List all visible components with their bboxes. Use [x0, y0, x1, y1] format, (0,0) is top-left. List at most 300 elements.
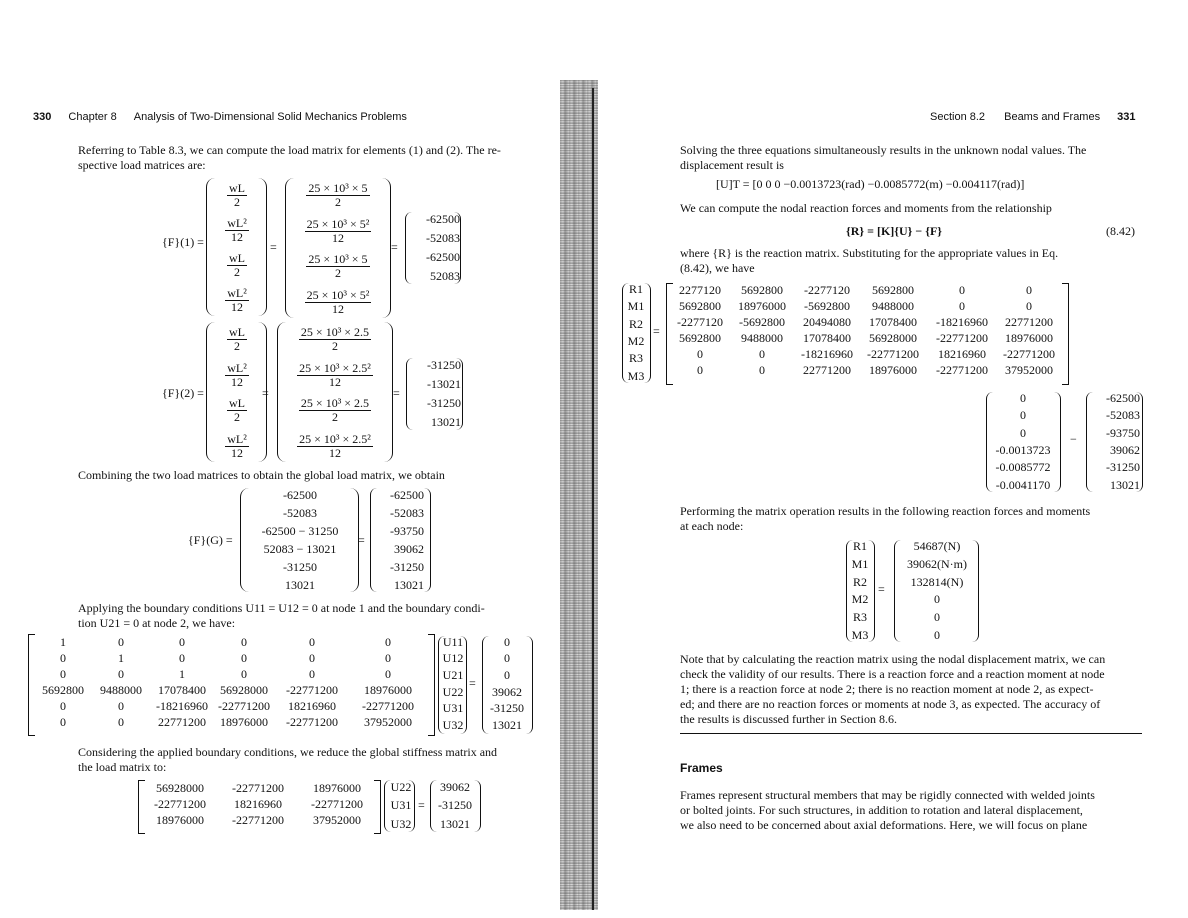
stiffness-cell: 0: [309, 635, 315, 649]
reaction-results-vector: [898, 538, 976, 644]
f2-symbolic-entry-numerator: wL²: [227, 360, 247, 375]
rhs-entry: 0: [504, 651, 510, 666]
reduced-rhs-entry: 39062: [440, 779, 470, 794]
minus-sign: −: [1070, 432, 1077, 446]
stiffness-cell: 0: [241, 651, 247, 665]
full-stiffness-cell: 0: [759, 347, 765, 361]
combine-text: Combining the two load matrices to obtain the global load matrix, we obtain: [78, 468, 445, 482]
f2-numeric-entry-denominator: 2: [331, 339, 338, 354]
stiffness-cell: 17078400: [158, 683, 206, 697]
full-stiffness-cell: -2277120: [677, 315, 723, 329]
f1-numeric-entry-denominator: 12: [331, 230, 344, 245]
fg-values-column: [372, 486, 424, 594]
reduced-stiffness-cell: 56928000: [156, 781, 204, 795]
fg-value: -31250: [390, 559, 424, 574]
equals-sign: =: [653, 324, 660, 338]
full-stiffness-cell: -22771200: [936, 331, 988, 345]
f2-value: -31250: [427, 396, 461, 410]
right-page-number: 331: [1117, 111, 1136, 123]
note-line: Note that by calculating the reaction matrix using the nodal displacement matrix, we can: [680, 652, 1106, 666]
left-page-header: [33, 111, 407, 123]
f2-symbolic-entry-numerator: wL: [229, 325, 245, 340]
f1-value: -52083: [426, 231, 460, 245]
stiffness-cell: 0: [241, 635, 247, 649]
fg-expression: 52083 − 13021: [263, 541, 337, 556]
f-full-right-brace: [1136, 392, 1143, 492]
f2-symbolic-entry-denominator: 2: [234, 410, 240, 425]
f2-numeric-entry-numerator: 25 × 10³ × 2.5²: [299, 431, 371, 446]
full-stiffness-cell: -2277120: [804, 283, 850, 297]
f-full-entry: 13021: [1110, 477, 1140, 492]
f1-numeric-column: [290, 178, 386, 320]
full-stiffness-cell: -22771200: [867, 347, 919, 361]
note-paragraph: [680, 652, 1142, 727]
rhs-entry: -31250: [490, 701, 524, 716]
f1-numeric-entry-numerator: 25 × 10³ × 5: [308, 181, 368, 196]
stiffness-cell: 0: [118, 635, 124, 649]
frames-paragraph: [680, 788, 1142, 833]
full-stiffness-cell: 0: [697, 363, 703, 377]
f1-symbolic-entry: [225, 217, 249, 244]
f2-symbolic-entry-denominator: 12: [231, 445, 243, 460]
stiffness-cell: 0: [60, 715, 66, 729]
u-full-entry: 0: [1020, 391, 1026, 406]
solve-paragraph: [680, 143, 1142, 173]
f1-label: {F}(1) =: [162, 235, 204, 249]
reaction-symbol: M2: [627, 334, 645, 349]
perform-line: at each node:: [680, 519, 744, 533]
reaction-symbol: R1: [852, 539, 867, 554]
reduced-stiffness-row: [144, 796, 374, 812]
stiffness-cell: 0: [60, 699, 66, 713]
fg-expression: 13021: [285, 577, 315, 592]
fg-value: -93750: [390, 523, 424, 538]
note-line: ed; and there are no reaction forces or moments at node 3, as expected. The accuracy of: [680, 697, 1101, 711]
note-line: check the validity of our results. There is a reaction force and a reaction moment at node: [680, 667, 1105, 681]
f2-symbolic-entry-numerator: wL: [229, 396, 245, 411]
fg-expression: -52083: [283, 505, 317, 520]
f2-symbolic-entry: [225, 433, 249, 460]
f-full-entry: -31250: [1106, 460, 1140, 475]
f1-numeric-right-brace: [382, 178, 391, 318]
frames-line: Frames represent structural members that may be rigidly connected with welded joints: [680, 788, 1095, 802]
f1-numeric-entry-numerator: 25 × 10³ × 5: [308, 252, 368, 267]
full-stiffness-cell: -22771200: [936, 363, 988, 377]
equals-sign: =: [391, 240, 398, 254]
f1-numeric-entry-denominator: 12: [331, 301, 344, 316]
left-page: [0, 0, 568, 918]
rhs-entry: 39062: [492, 684, 522, 699]
full-stiffness-cell: 0: [759, 363, 765, 377]
f1-symbolic-entry-numerator: wL²: [227, 286, 247, 300]
u-full-entry: 0: [1020, 408, 1026, 423]
full-stiffness-cell: 22771200: [1005, 315, 1053, 329]
stiffness-cell: 1: [118, 651, 124, 665]
u-full-entry: 0: [1020, 425, 1026, 440]
reduced-stiffness-row: [144, 780, 374, 796]
full-stiffness-cell: -22771200: [1003, 347, 1055, 361]
chapter-title: Analysis of Two-Dimensional Solid Mechanics Problems: [133, 111, 407, 123]
stiffness-cell: 0: [118, 699, 124, 713]
note-line: the results is discussed further in Section 8.6.: [680, 712, 897, 726]
stiffness-cell: 5692800: [42, 683, 84, 697]
f2-numeric-entry-numerator: 25 × 10³ × 2.5: [300, 396, 370, 411]
u-entry: U21: [442, 668, 464, 683]
f1-values-column: [408, 210, 460, 286]
full-stiffness-cell: -5692800: [739, 315, 785, 329]
f2-numeric-entry-denominator: 12: [328, 374, 341, 389]
full-stiffness-cell: 0: [1026, 283, 1032, 297]
solve-line: displacement result is: [680, 158, 784, 172]
section-title: Beams and Frames: [1004, 111, 1101, 123]
book-gutter-line: [592, 88, 594, 910]
reaction-symbol: M1: [851, 556, 869, 571]
f2-value: 13021: [431, 415, 461, 429]
f1-value: -62500: [426, 250, 460, 264]
u-full-right-brace: [1054, 392, 1061, 492]
reaction-result: 0: [934, 609, 940, 624]
where-paragraph: [680, 246, 1142, 276]
full-stiffness-cell: 5692800: [872, 283, 914, 297]
stiffness-cell: 22771200: [158, 715, 206, 729]
u-full-entry: -0.0085772: [995, 460, 1051, 475]
stiffness-row: [34, 634, 426, 650]
f2-numeric-entry: [297, 433, 373, 460]
equals-sign: =: [393, 386, 400, 400]
f2-numeric-entry-numerator: 25 × 10³ × 2.5²: [299, 360, 371, 375]
f-full-vector: [1090, 390, 1140, 494]
stiffness-cell: 9488000: [100, 683, 142, 697]
stiffness-cell: 0: [309, 667, 315, 681]
reduced-rhs-right-brace: [474, 780, 481, 832]
f2-symbolic-entry-denominator: 2: [234, 339, 240, 354]
full-stiffness-row: [670, 346, 1060, 362]
f1-symbolic-entry-numerator: wL: [229, 251, 245, 265]
fg-expression: -62500: [283, 487, 317, 502]
f1-symbolic-entry-numerator: wL²: [227, 216, 247, 230]
f1-symbolic-entry-numerator: wL: [229, 181, 245, 195]
stiffness-cell: -22771200: [286, 683, 338, 697]
reduced-stiffness-cell: 18216960: [234, 797, 282, 811]
reduced-stiffness-cell: -22771200: [232, 813, 284, 827]
stiffness-matrix: [34, 634, 426, 730]
reduced-stiffness-cell: 18976000: [313, 781, 361, 795]
equals-sign: =: [469, 676, 476, 690]
rhs-entry: 13021: [492, 718, 522, 733]
fg-expression: -62500 − 31250: [261, 523, 339, 538]
full-stiffness-row: [670, 298, 1060, 314]
chapter-label: Chapter 8: [68, 111, 117, 123]
boundary-conditions-text: [78, 601, 540, 631]
full-stiffness-cell: 22771200: [803, 363, 851, 377]
k-right-bracket: [428, 634, 435, 736]
right-page: [596, 0, 1188, 918]
full-stiffness-cell: 0: [959, 283, 965, 297]
stiffness-cell: 0: [60, 651, 66, 665]
f1-symbolic-entry: [225, 287, 249, 314]
full-stiffness-cell: -18216960: [801, 347, 853, 361]
stiffness-cell: -22771200: [286, 715, 338, 729]
reaction-results-right-brace: [972, 540, 979, 642]
full-stiffness-cell: 5692800: [741, 283, 783, 297]
f2-numeric-entry-denominator: 2: [331, 410, 338, 425]
intro-line: spective load matrices are:: [78, 158, 206, 172]
stiffness-cell: 0: [179, 635, 185, 649]
reduce-text: [78, 745, 540, 775]
equation-number: (8.42): [1106, 224, 1135, 238]
frames-line: we also need to be concerned about axial deformations. Here, we will focus on plane: [680, 818, 1088, 832]
u-right-brace: [460, 636, 467, 734]
stiffness-row: [34, 650, 426, 666]
full-stiffness-cell: 37952000: [1005, 363, 1053, 377]
reaction-result: 0: [934, 627, 940, 642]
stiffness-cell: 0: [118, 715, 124, 729]
f2-label: {F}(2) =: [162, 386, 204, 400]
full-stiffness-cell: 5692800: [679, 331, 721, 345]
reduced-rhs-entry: -31250: [438, 798, 472, 813]
full-stiffness-cell: 0: [1026, 299, 1032, 313]
f1-numeric-entry: [305, 218, 372, 245]
f2-numeric-entry: [297, 362, 373, 389]
u-full-vector: [988, 390, 1058, 494]
f2-numeric-entry-numerator: 25 × 10³ × 2.5: [300, 325, 370, 340]
full-stiffness-cell: 5692800: [679, 299, 721, 313]
full-stiffness-row: [670, 330, 1060, 346]
f2-values-column: [409, 356, 461, 432]
full-stiffness-row: [670, 314, 1060, 330]
reduced-stiffness-matrix: [144, 780, 374, 828]
where-line: where {R} is the reaction matrix. Substituting for the appropriate values in Eq.: [680, 246, 1059, 260]
f-full-entry: -52083: [1106, 408, 1140, 423]
f2-value: -13021: [427, 377, 461, 391]
reaction-symbol: R2: [628, 316, 643, 331]
stiffness-cell: 37952000: [364, 715, 412, 729]
f1-numeric-entry: [306, 182, 369, 209]
reaction-equation: {R} = [K]{U} − {F}: [846, 224, 943, 238]
f1-numeric-entry-numerator: 25 × 10³ × 5²: [306, 216, 370, 231]
stiffness-cell: 0: [179, 651, 185, 665]
reaction-intro: We can compute the nodal reaction forces and moments from the relationship: [680, 201, 1052, 215]
reduced-u-right-brace: [408, 780, 415, 832]
stiffness-cell: 0: [309, 651, 315, 665]
reduced-u-entry: U22: [390, 779, 412, 794]
stiffness-cell: 0: [385, 635, 391, 649]
f1-symbolic-column: [212, 178, 262, 318]
stiffness-cell: 0: [118, 667, 124, 681]
reduced-stiffness-cell: -22771200: [311, 797, 363, 811]
f1-symbolic-right-brace: [258, 178, 267, 316]
full-stiffness-cell: 18976000: [738, 299, 786, 313]
reduced-k-right-bracket: [374, 780, 381, 834]
f1-numeric-entry-denominator: 2: [334, 195, 341, 210]
stiffness-row: [34, 682, 426, 698]
reduced-stiffness-cell: -22771200: [154, 797, 206, 811]
intro-paragraph: [78, 143, 540, 173]
stiffness-cell: -18216960: [156, 699, 208, 713]
equals-sign: =: [270, 240, 277, 254]
u-entry: U32: [442, 718, 464, 733]
stiffness-cell: 0: [241, 667, 247, 681]
f1-numeric-entry-denominator: 2: [334, 266, 341, 281]
full-stiffness-cell: 9488000: [872, 299, 914, 313]
u-entry: U12: [442, 651, 464, 666]
full-stiffness-row: [670, 362, 1060, 378]
reaction-symbol: M3: [851, 627, 869, 642]
f2-symbolic-entry: [225, 362, 249, 389]
fg-value: -62500: [390, 487, 424, 502]
reduced-stiffness-cell: -22771200: [232, 781, 284, 795]
reaction-result: 39062(N·m): [907, 556, 967, 571]
u-entry: U31: [442, 701, 464, 716]
section-divider: [680, 733, 1142, 734]
f1-numeric-entry-numerator: 25 × 10³ × 5²: [306, 287, 370, 302]
fg-values-right-brace: [424, 488, 431, 592]
f2-value: -31250: [427, 358, 461, 372]
reaction-symbol: R2: [852, 574, 867, 589]
f2-numeric-right-brace: [384, 322, 393, 462]
u-entry: U11: [442, 634, 464, 649]
full-stiffness-cell: 9488000: [741, 331, 783, 345]
stiffness-cell: 1: [60, 635, 66, 649]
stiffness-cell: 0: [385, 667, 391, 681]
section-label: Section 8.2: [930, 111, 986, 123]
reaction-symbol: R3: [852, 609, 867, 624]
f1-symbolic-entry-denominator: 2: [234, 195, 240, 209]
full-stiffness-cell: -18216960: [936, 315, 988, 329]
reduce-line: the load matrix to:: [78, 760, 167, 774]
f2-values-right-brace: [456, 358, 463, 430]
rhs-entry: 0: [504, 668, 510, 683]
stiffness-cell: -22771200: [218, 699, 270, 713]
full-k-right-bracket: [1062, 283, 1069, 385]
reduced-rhs-entry: 13021: [440, 817, 470, 832]
f1-symbolic-entry-denominator: 2: [234, 265, 240, 279]
reduced-u-entry: U31: [390, 798, 412, 813]
rhs-right-brace: [526, 636, 533, 734]
f-full-entry: 39062: [1110, 443, 1140, 458]
fg-value: -52083: [390, 505, 424, 520]
full-stiffness-cell: -5692800: [804, 299, 850, 313]
r-labels-right-brace: [644, 283, 651, 383]
stiffness-row: [34, 714, 426, 730]
full-stiffness-matrix: [670, 282, 1060, 378]
bc-line: Applying the boundary conditions U11 = U12 = 0 at node 1 and the boundary condi-: [78, 601, 485, 615]
full-stiffness-cell: 17078400: [803, 331, 851, 345]
reaction-result: 132814(N): [910, 574, 964, 589]
full-stiffness-cell: 56928000: [869, 331, 917, 345]
intro-line: Referring to Table 8.3, we can compute the load matrix for elements (1) and (2). The re-: [78, 143, 501, 157]
reduced-rhs-vector: [432, 778, 478, 834]
stiffness-cell: 18976000: [364, 683, 412, 697]
reaction-result: 54687(N): [913, 539, 961, 554]
f1-numeric-entry: [305, 289, 372, 316]
f1-values-right-brace: [454, 212, 461, 284]
stiffness-cell: 18216960: [288, 699, 336, 713]
equals-sign: =: [418, 798, 425, 812]
u-full-entry: -0.0041170: [995, 477, 1051, 492]
full-stiffness-cell: 0: [959, 299, 965, 313]
equals-sign: =: [358, 533, 365, 547]
reduced-stiffness-cell: 37952000: [313, 813, 361, 827]
full-stiffness-cell: 18976000: [869, 363, 917, 377]
fg-value: 13021: [394, 577, 424, 592]
f2-symbolic-entry: [227, 326, 247, 353]
fg-expression-column: [246, 486, 354, 594]
reaction-symbol: M3: [627, 368, 645, 383]
reduced-stiffness-cell: 18976000: [156, 813, 204, 827]
fg-label: {F}(G) =: [188, 533, 233, 547]
f2-symbolic-entry-denominator: 12: [231, 374, 243, 389]
f2-numeric-column: [282, 322, 388, 464]
displacement-result: [U]T = [0 0 0 −0.0013723(rad) −0.0085772(m) −0.004117(rad)]: [716, 177, 1025, 191]
stiffness-row: [34, 666, 426, 682]
stiffness-cell: 18976000: [220, 715, 268, 729]
frames-heading: Frames: [680, 761, 723, 775]
stiffness-cell: 1: [179, 667, 185, 681]
reaction-result: 0: [934, 592, 940, 607]
right-page-header: [930, 111, 1136, 123]
f1-symbolic-entry: [227, 182, 247, 209]
bc-line: tion U21 = 0 at node 2, we have:: [78, 616, 236, 630]
f1-symbolic-entry-denominator: 12: [231, 300, 243, 314]
stiffness-cell: -22771200: [362, 699, 414, 713]
reduce-line: Considering the applied boundary conditions, we reduce the global stiffness matrix and: [78, 745, 498, 759]
solve-line: Solving the three equations simultaneously results in the unknown nodal values. The: [680, 143, 1087, 157]
note-line: 1; there is a reaction force at node 2; there is no reaction moment at node 2, as expect-: [680, 682, 1094, 696]
perform-paragraph: [680, 504, 1142, 534]
f1-symbolic-entry: [227, 252, 247, 279]
f2-symbolic-entry: [227, 397, 247, 424]
where-line: (8.42), we have: [680, 261, 755, 275]
full-stiffness-cell: 17078400: [869, 315, 917, 329]
reduced-stiffness-row: [144, 812, 374, 828]
stiffness-cell: 56928000: [220, 683, 268, 697]
f1-symbolic-entry-denominator: 12: [231, 230, 243, 244]
f1-numeric-entry: [306, 253, 369, 280]
reaction-symbol: M1: [627, 299, 645, 314]
rhs-entry: 0: [504, 634, 510, 649]
f-full-entry: -93750: [1106, 425, 1140, 440]
f-full-entry: -62500: [1106, 391, 1140, 406]
full-stiffness-cell: 2277120: [679, 283, 721, 297]
frames-line: or bolted joints. For such structures, in addition to rotation and lateral displacement,: [680, 803, 1083, 817]
equals-sign: =: [262, 386, 269, 400]
reduced-u-entry: U32: [390, 817, 412, 832]
f1-value: -62500: [426, 212, 460, 226]
reaction-symbol: R3: [628, 351, 643, 366]
f2-numeric-entry: [299, 397, 371, 424]
f2-symbolic-column: [212, 322, 262, 464]
f1-value: 52083: [430, 269, 460, 283]
f2-symbolic-entry-numerator: wL²: [227, 431, 247, 446]
stiffness-row: [34, 698, 426, 714]
equals-sign: =: [878, 582, 885, 596]
rhs-vector: [484, 634, 530, 734]
perform-line: Performing the matrix operation results in the following reaction forces and moments: [680, 504, 1091, 518]
stiffness-cell: 0: [60, 667, 66, 681]
full-stiffness-cell: 20494080: [803, 315, 851, 329]
u-full-entry: -0.0013723: [995, 443, 1051, 458]
u-entry: U22: [442, 684, 464, 699]
fg-expression: -31250: [283, 559, 317, 574]
fg-value: 39062: [394, 541, 424, 556]
f2-numeric-entry: [299, 326, 371, 353]
full-stiffness-cell: 18216960: [938, 347, 986, 361]
reaction-symbol: R1: [628, 282, 643, 297]
full-stiffness-cell: 0: [697, 347, 703, 361]
full-stiffness-cell: 18976000: [1005, 331, 1053, 345]
f2-numeric-entry-denominator: 12: [328, 445, 341, 460]
